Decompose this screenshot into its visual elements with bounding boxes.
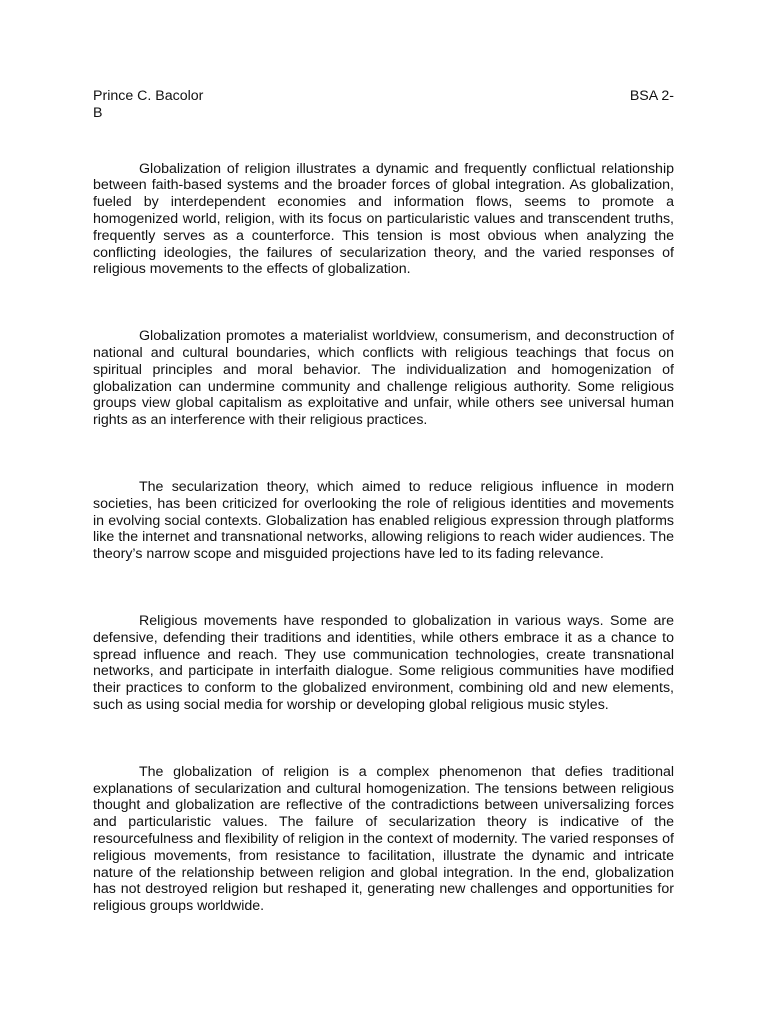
paragraph-intro: Globalization of religion illustrates a dynamic and frequently conflictual relationship between faith-based systems and the broader forces of global integration. As globalization, fueled by interdependent economies and information flows, seems to promote a homogenized world, religion, with its focus on particularistic values and transcendent truths, frequently serves as a counterforce. This tension is most obvious when analyzing the conflicting ideologies, the failures of secularization theory, and the varied responses of religious movements to the effects of globalization. bbox=[93, 160, 674, 278]
document-page bbox=[93, 88, 674, 915]
paragraph-conclusion: The globalization of religion is a complex phenomenon that defies traditional explanations of secularization and cultural homogenization. The tensions between religious thought and globalization are reflective of the contradictions between universalizing forces and particularistic values. The failure of secularization theory is indicative of the resourcefulness and flexibility of religion in the context of modernity. The varied responses of religious movements, from resistance to facilitation, illustrate the dynamic and intricate nature of the relationship between religion and global integration. In the end, globalization has not destroyed religion but reshaped it, generating new challenges and opportunities for religious groups worldwide. bbox=[93, 763, 674, 915]
author-name: Prince C. Bacolor bbox=[93, 88, 204, 104]
paragraph-secularization: The secularization theory, which aimed to reduce religious influence in modern societies, has been criticized for overlooking the role of religious identities and movements in evolving social contexts. Globalization has enabled religious expression through platforms like the internet and transnational networks, allowing religions to reach wider audiences. The theory’s narrow scope and misguided projections have led to its fading relevance. bbox=[93, 478, 674, 563]
course-section-continued: B bbox=[93, 104, 103, 121]
document-header bbox=[93, 88, 674, 122]
paragraph-responses: Religious movements have responded to globalization in various ways. Some are defensive, defending their traditions and identities, while others embrace it as a chance to spread influence and reach. They use communication technologies, create transnational networks, and participate in interfaith dialogue. Some religious communities have modified their practices to conform to the globalized environment, combining old and new elements, such as using social media for worship or developing global religious music styles. bbox=[93, 612, 674, 713]
header-line bbox=[93, 88, 674, 105]
course-section: BSA 2- bbox=[629, 88, 674, 104]
paragraph-materialism: Globalization promotes a materialist worldview, consumerism, and deconstruction of national and cultural boundaries, which conflicts with religious teachings that focus on spiritual principles and moral behavior. The individualization and homogenization of globalization can undermine community and challenge religious authority. Some religious groups view global capitalism as exploitative and unfair, while others see universal human rights as an interference with their religious practices. bbox=[93, 328, 674, 429]
